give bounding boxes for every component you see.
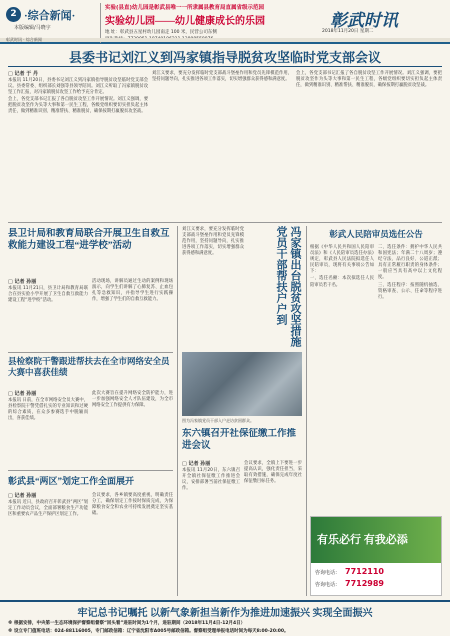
feature-col-text [182, 226, 244, 350]
footer-notice-2: ※ 设立专门值班电话：024-88116005，专门邮政信箱：辽宁省沈阳市A005号邮政信箱。督察组受理举报电话时间为每天8:00-20:00。 [8, 629, 289, 634]
photo-caption: 图为冯家镇党员干部入户走访贫困群众。 [182, 418, 254, 423]
divider [8, 66, 442, 67]
jury-col2 [378, 244, 442, 512]
column-rule [177, 226, 178, 596]
lead-paragraph: 会上，各党支部书记汇报了各自脱贫攻坚工作开展情况。刘江义强调，要把脱贫攻坚作为头等大事和第一民生工程，各级党组织要切实担负起主体责任，做到精准识别、精准帮扶、精准脱贫，确保按期打赢脱贫攻坚战。 [296, 71, 442, 89]
volunteers-paragraph: 本报讯 11月20日，东六镇召开全镇社保征缴工作推进会议，安排部署当前社保征缴工作。 [182, 468, 240, 492]
rural-paragraph: 会议要求，各乡镇要高度重视，明确责任分工，确保划定工作按时保质完成，为保障粮食安全和农业可持续发展奠定坚实基础。 [92, 493, 173, 517]
lead-byline: □ 记者 于 丹 [8, 71, 38, 77]
volunteers-headline: 东六镇召开社保征缴工作推进会议 [182, 429, 297, 451]
jury-headline-block [310, 228, 442, 242]
jury-paragraph: 根据《中华人民共和国人民陪审员法》和《人民陪审员选任办法》规定，彰武县人民法院拟选任人民陪审员，现将有关事项公告如下： [310, 245, 374, 275]
rural-headline: 彰武县“两区”划定工作全面展开 [8, 476, 135, 486]
cadres-paragraph: 本报讯 日前，在全市网络安全员大赛中，县检察院干警凭借扎实的专业知识和过硬的综合素质，在众多参赛选手中脱颖而出，喜获佳绩。 [8, 398, 88, 422]
advertisement [310, 516, 442, 596]
volunteers-paragraph: 会议要求，全镇上下要进一步提高认识，强化责任担当，采取有效措施，确保完成年度社保征缴目标任务。 [244, 461, 302, 485]
rural-byline: □ 记者 孙丽 [8, 493, 37, 499]
page-number-badge: 2 [6, 7, 21, 22]
rural-col1 [8, 492, 88, 596]
ad-phone1-label: 咨询电话： [315, 570, 341, 576]
volunteers-byline: □ 记者 孙丽 [182, 461, 211, 467]
rural-col2 [92, 492, 173, 596]
footer-notice-1: ※ 根据安排，中央第一生态环境保护督察组督察“回头看”进驻时间为1个月，进驻期间（2018年11月4日-12月4日） [8, 621, 246, 626]
jury-headline: 彰武人民陪审员选任公告 [329, 229, 423, 239]
column-rule [306, 226, 307, 596]
cadres-paragraph: 此次大赛旨在提升网络安全防护能力，进一步加强网络安全人才队伍建设，为全市网络安全工作提供有力保障。 [92, 391, 173, 409]
lead-article-col1 [8, 70, 148, 220]
jury-paragraph: 三、选任程序：按照随机抽选、资格审查、公示、任命等程序进行。 [378, 282, 442, 300]
teachers-headline: 县卫计局和教育局联合开展卫生自救互救能力建设工程“进学校”活动 [8, 229, 170, 251]
cadres-col2 [92, 390, 173, 466]
cadres-headline-block [8, 356, 173, 386]
cadres-col1 [8, 390, 88, 466]
jury-paragraph: 二、选任条件：拥护中华人民共和国宪法；年满二十八周岁；遵纪守法、品行良好、公道正派；具有正常履行职责的身体条件；一般应当具有高中以上文化程度。 [378, 245, 442, 281]
volunteers-col2 [244, 460, 302, 596]
rural-headline-block [8, 474, 173, 488]
kindergarten-promo [100, 3, 280, 43]
photo-caption-block [182, 418, 302, 426]
teachers-col2 [92, 278, 173, 348]
lead-article-col3 [296, 70, 442, 220]
newspaper-logo: 彰武时讯 [330, 11, 398, 30]
jury-col1 [310, 244, 374, 512]
divider [8, 222, 442, 223]
dateline: 2018年11月20日 星期二 [322, 29, 374, 34]
edition-strip: 彰武时讯 · 综合新闻 [0, 38, 450, 42]
divider [8, 470, 173, 471]
footer-slogan: 牢记总书记嘱托 以新气象新担当新作为推进加速振兴 实现全面振兴 [77, 608, 373, 619]
jury-paragraph: 一、选任名额：本次拟选任人民陪审员若干名。 [310, 276, 374, 288]
promo-line3: 地 址：彰武县五星村幼儿园南走 100 米，民营公司东侧 [105, 30, 217, 35]
lead-paragraph: 会上，各党支部书记汇报了各自脱贫攻坚工作开展情况。刘江义强调，要把脱贫攻坚作为头等大事和第一民生工程，各级党组织要切实担负起主体责任，做到精准识别、精准帮扶、精准脱贫，确保按期打赢脱贫攻坚战。 [8, 97, 148, 115]
promo-line2: 实验幼儿园——幼儿健康成长的乐园 [105, 16, 265, 27]
volunteers-col1 [182, 460, 240, 596]
feature-paragraph: 刘江义要求，要充分发挥临时党支部战斗堡垒作用和党员先锋模范作用，坚持问题导向，扎实推进各项工作落实，切实增强群众获得感和满意度。 [182, 227, 244, 257]
ad-phone1: 7712110 [345, 567, 384, 576]
teachers-paragraph: 活动现场，讲解员通过生动的案例和现场演示，向学生们讲解了心肺复苏、止血包扎等急救知识，并指导学生进行实践操作，增强了学生们的自救互救能力。 [92, 279, 173, 303]
page-editor: 本版编辑/马晓宇 [14, 25, 51, 31]
ad-phone2: 7712989 [345, 579, 384, 588]
lead-article-col2 [152, 70, 292, 220]
teachers-col1 [8, 278, 88, 348]
teachers-headline-block [8, 228, 173, 276]
ad-phone2-label: 咨询电话： [315, 582, 341, 588]
feature-vertical-title [248, 226, 302, 350]
feature-title: 冯家镇出台脱贫攻坚措施 党员干部帮扶户户到 [275, 226, 301, 347]
ad-title: 有乐必行 有我必添 [317, 534, 408, 546]
teachers-byline: □ 记者 孙丽 [8, 279, 37, 285]
lead-paragraph: 本报讯 11月20日，县委书记刘江义到冯家镇指导脱贫攻坚临时党支部会议。县委常委、组织部长刘强等县领导陪同。刘江义听取了冯家镇脱贫攻坚工作汇报，对冯家镇脱贫攻坚工作给予充分肯定。 [8, 78, 148, 96]
volunteers-headline-block [182, 428, 302, 458]
rural-paragraph: 本报讯 近日，县政府召开彰武县“两区”划定工作动员会议，全面部署粮食生产功能区和重要农产品生产保护区划定工作。 [8, 500, 88, 518]
feature-photo [182, 352, 302, 416]
cadres-headline: 县检察院干警跟进帮扶去在全市网络安全员大赛中喜获佳绩 [8, 356, 170, 377]
main-headline: 县委书记刘江义到冯家镇指导脱贫攻坚临时党支部会议 [68, 50, 381, 65]
section-title: ·综合新闻· [24, 10, 76, 22]
teachers-paragraph: 本报讯 11月21日，县卫计局和教育局联合在县实验小学开展了卫生自救互救能力建设工程“进学校”活动。 [8, 286, 88, 304]
lead-paragraph: 刘江义要求，要充分发挥临时党支部战斗堡垒作用和党员先锋模范作用，坚持问题导向，扎实推进各项工作落实，切实增强群众获得感和满意度。 [152, 71, 292, 83]
promo-line1: 实验(县直)幼儿园是彰武县唯一一所隶属县教育局直属省级示范园 [105, 5, 265, 11]
divider [8, 352, 173, 353]
cadres-byline: □ 记者 孙丽 [8, 391, 37, 397]
